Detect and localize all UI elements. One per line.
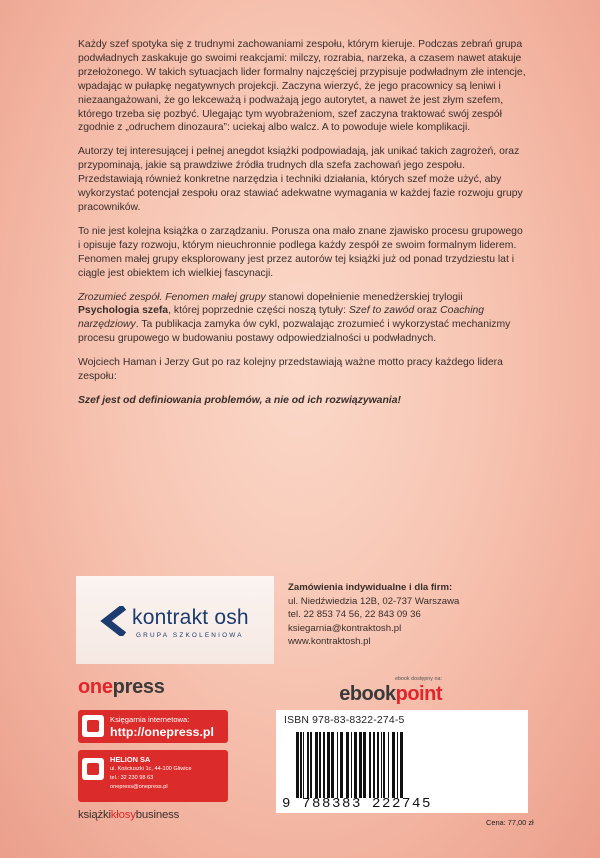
book-title: Zrozumieć zespół. Fenomen małej grupy	[78, 291, 266, 303]
trilogy-title: Psychologia szefa	[78, 305, 169, 317]
kontrakt-chevron-icon	[98, 606, 126, 636]
barcode-image	[296, 732, 508, 798]
paragraph-5: Wojciech Haman i Jerzy Gut po raz kolejny przedstawiają ważne motto pracy każdego lidera zespołu:	[78, 357, 503, 383]
kontrakt-osh-logo	[98, 604, 268, 644]
isbn-text: ISBN 978-83-8322-274-5	[284, 715, 405, 726]
helion-phone: tel.: 32 230 98 63	[110, 775, 154, 781]
online-store-label: Księgarnia internetowa:	[110, 715, 190, 724]
previous-title-1: Szef to zawód	[348, 305, 415, 317]
series-part-2: kłosy	[110, 809, 136, 821]
online-store-box	[78, 710, 228, 743]
ebookpoint-part-1: ebook	[339, 683, 396, 705]
description-text	[78, 38, 526, 418]
paragraph-2: Autorzy tej interesującej i pełnej anegdot książki podpowiadają, jak unikać takich zagrożeń, oraz przypominają, jakie są prawdziwe źródła trudnych dla szefa zachowań jego zespołu. Przedstawiają również konkretne narzędzia i techniki działania, których szef może użyć, aby wykorzystać potencjał zespołu oraz stawiać adekwatne wymagania w każdej fazie rozwoju grupy pracowników.	[78, 146, 523, 213]
series-part-3: business	[135, 809, 180, 821]
online-store-url: http://onepress.pl	[110, 725, 214, 739]
barcode-box	[276, 710, 528, 813]
helion-contact-box	[78, 750, 228, 802]
paragraph-4	[78, 291, 526, 347]
store-icon	[82, 715, 104, 737]
paragraph-1: Każdy szef spotyka się z trudnymi zachowaniami zespołu, którym kieruje. Podczas zebrań grupa podwładnych zaskakuje go swoimi reakcjami: milczy, rozrabia, narzeka, a czasem nawet atakuje przełożonego. W takich sytuacjach lider formalny najczęściej przypisuje podwładnym złe intencje, wpadając w pułapkę negatywnych projekcji. Zaczyna wierzyć, że jego pracownicy są leniwi i niezaangażowani, że go lekceważą i podważają jego autorytet, a nawet że jest złym szefem, którego trzeba się pozbyć. Ulegając tym wyobrażeniom, szef zaczyna traktować swój zespół zgodnie z „odruchem dinozaura”: uciekaj albo walcz. A to powoduje wiele komplikacji.	[78, 39, 526, 134]
text-fragment: oraz	[414, 305, 441, 317]
orders-phone: tel. 22 853 74 56, 22 843 09 36	[288, 609, 421, 621]
logo-part-press: press	[112, 676, 165, 698]
orders-info	[288, 581, 528, 649]
orders-website: www.kontraktosh.pl	[288, 636, 371, 648]
partner-tagline: GRUPA SZKOLENIOWA	[136, 632, 244, 639]
price: Cena: 77,00 zł	[486, 818, 534, 827]
helion-name: HELION SA	[110, 755, 151, 764]
paragraph-3: To nie jest kolejna książka o zarządzaniu. Porusza ona mało znane zjawisko procesu grupowego i opisuje fazy rozwoju, którym nieuchronnie podlega każdy zespół ze swoim formalnym liderem. Fenomen małej grupy eksplorowany jest przez autorów tej książki już od ponad trzydziestu lat i ciągle jest obiektem ich wielkiej fascynacji.	[78, 225, 523, 279]
orders-heading: Zamówienia indywidualne i dla firm:	[288, 582, 453, 593]
series-logo	[78, 809, 179, 821]
helion-icon	[82, 758, 104, 780]
ebookpoint-logo	[274, 683, 442, 706]
motto: Szef jest od definiowania problemów, a nie od ich rozwiązywania!	[78, 394, 401, 406]
orders-email: ksiegarnia@kontraktosh.pl	[288, 622, 402, 634]
ebook-caption: ebook dostępny na:	[394, 676, 442, 682]
text-fragment: . Ta publikacja zamyka ów cykl, pozwalając zrozumieć i wykorzystać mechanizmy procesu grupowego w budowaniu postawy odpowiedzialności u podwładnych.	[78, 319, 511, 345]
partner-logo-box	[76, 576, 274, 664]
barcode-digits: 9 788383 222745	[282, 796, 433, 812]
text-fragment: stanowi dopełnienie menedżerskiej trylogii	[265, 291, 463, 303]
previous-title-2: Coaching narzędziowy	[78, 305, 485, 331]
partner-name: kontrakt osh	[132, 606, 249, 629]
orders-address: ul. Niedźwiedzia 12B, 02-737 Warszawa	[288, 595, 460, 607]
text-fragment: , której poprzednie części noszą tytuły:	[168, 305, 349, 317]
ebookpoint-part-2: point	[395, 683, 442, 705]
helion-address: ul. Kościuszki 1c, 44-100 Gliwice	[110, 766, 192, 772]
onepress-logo	[78, 676, 165, 699]
helion-email: onepress@onepress.pl	[110, 784, 168, 790]
logo-part-one: one	[78, 676, 113, 698]
series-part-1: książki	[78, 809, 111, 821]
